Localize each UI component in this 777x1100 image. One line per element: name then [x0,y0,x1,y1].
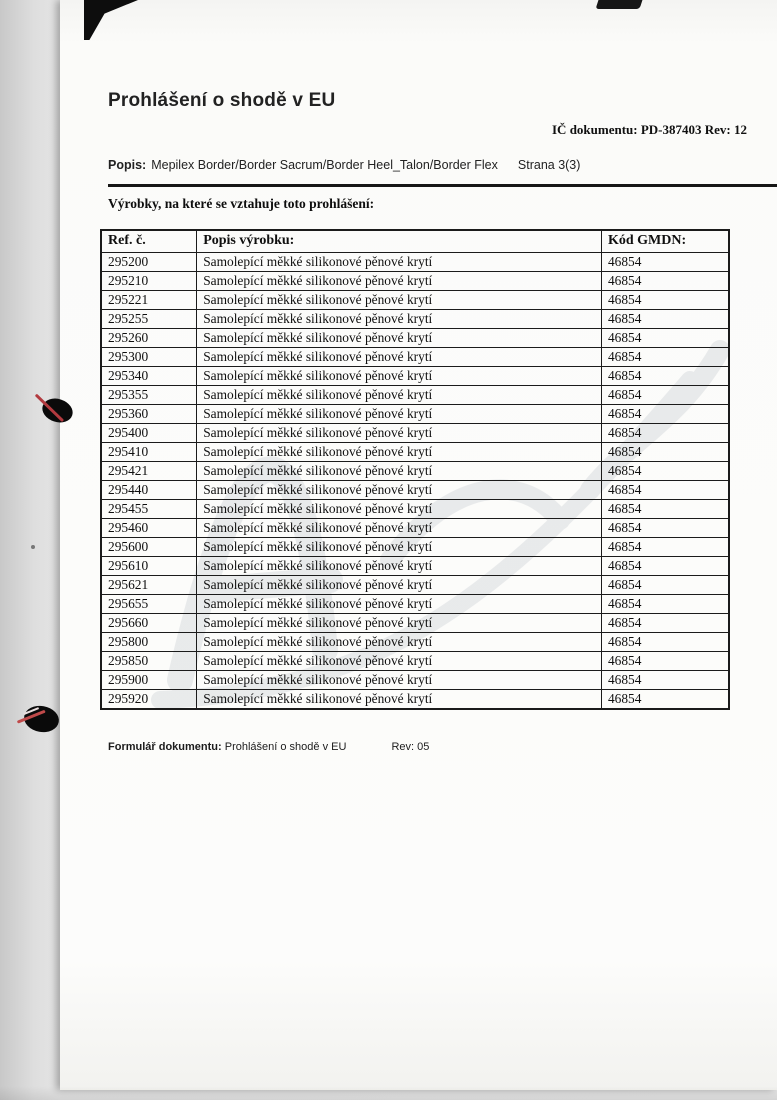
cell-popis: Samolepící měkké silikonové pěnové krytí [197,538,602,557]
cell-ref: 295210 [101,272,197,291]
products-table [100,229,730,710]
cell-popis: Samolepící měkké silikonové pěnové krytí [197,443,602,462]
cell-gmdn: 46854 [601,652,729,671]
cell-ref: 295920 [101,690,197,710]
table-row [101,272,729,291]
cell-popis: Samolepící měkké silikonové pěnové krytí [197,405,602,424]
cell-gmdn: 46854 [601,386,729,405]
cell-popis: Samolepící měkké silikonové pěnové krytí [197,690,602,710]
table-row [101,519,729,538]
cell-popis: Samolepící měkké silikonové pěnové krytí [197,671,602,690]
cell-gmdn: 46854 [601,519,729,538]
cell-ref: 295421 [101,462,197,481]
table-row [101,443,729,462]
document-id-line: IČ dokumentu: PD-387403 Rev: 12 [552,122,747,137]
cell-popis: Samolepící měkké silikonové pěnové krytí [197,367,602,386]
cell-ref: 295340 [101,367,197,386]
cell-popis: Samolepící měkké silikonové pěnové krytí [197,310,602,329]
cell-ref: 295300 [101,348,197,367]
cell-ref: 295255 [101,310,197,329]
cell-ref: 295850 [101,652,197,671]
cell-ref: 295900 [101,671,197,690]
cell-popis: Samolepící měkké silikonové pěnové krytí [197,652,602,671]
cell-ref: 295660 [101,614,197,633]
table-row [101,291,729,310]
cell-ref: 295410 [101,443,197,462]
table-row [101,633,729,652]
cell-gmdn: 46854 [601,500,729,519]
footer-value: Prohlášení o shodě v EU [224,741,347,753]
scan-speck [31,545,35,549]
cell-gmdn: 46854 [601,576,729,595]
products-table-header [101,230,729,253]
cell-popis: Samolepící měkké silikonové pěnové krytí [197,386,602,405]
cell-ref: 295355 [101,386,197,405]
cell-gmdn: 46854 [601,557,729,576]
cell-gmdn: 46854 [601,253,729,272]
cell-gmdn: 46854 [601,367,729,386]
cell-ref: 295610 [101,557,197,576]
table-row [101,576,729,595]
page-indicator: Strana 3(3) [517,158,581,172]
cell-ref: 295360 [101,405,197,424]
table-row [101,690,729,710]
binder-hole [22,703,61,735]
cell-gmdn: 46854 [601,443,729,462]
table-row [101,671,729,690]
table-row [101,310,729,329]
cell-gmdn: 46854 [601,348,729,367]
cell-ref: 295655 [101,595,197,614]
table-row [101,652,729,671]
cell-ref: 295455 [101,500,197,519]
cell-gmdn: 46854 [601,424,729,443]
cell-popis: Samolepící měkké silikonové pěnové krytí [197,500,602,519]
cell-gmdn: 46854 [601,690,729,710]
table-row [101,424,729,443]
cell-ref: 295440 [101,481,197,500]
cell-gmdn: 46854 [601,614,729,633]
cell-popis: Samolepící měkké silikonové pěnové krytí [197,595,602,614]
cell-gmdn: 46854 [601,291,729,310]
cell-gmdn: 46854 [601,538,729,557]
description-value: Mepilex Border/Border Sacrum/Border Heel_Talon/Border Flex [151,158,498,172]
cell-ref: 295800 [101,633,197,652]
cell-popis: Samolepící měkké silikonové pěnové krytí [197,329,602,348]
cell-gmdn: 46854 [601,310,729,329]
header-ref: Ref. č. [101,230,197,253]
table-row [101,557,729,576]
cell-ref: 295600 [101,538,197,557]
cell-gmdn: 46854 [601,671,729,690]
cell-gmdn: 46854 [601,405,729,424]
table-row [101,538,729,557]
cell-popis: Samolepící měkké silikonové pěnové krytí [197,614,602,633]
table-row [101,253,729,272]
cell-gmdn: 46854 [601,272,729,291]
cell-gmdn: 46854 [601,329,729,348]
footer-label: Formulář dokumentu: [108,741,222,753]
table-row [101,595,729,614]
products-tbody [101,253,729,710]
cell-gmdn: 46854 [601,633,729,652]
cell-ref: 295260 [101,329,197,348]
horizontal-rule [108,184,777,187]
table-row [101,348,729,367]
cell-ref: 295200 [101,253,197,272]
cell-popis: Samolepící měkké silikonové pěnové krytí [197,519,602,538]
scan-top-artifact [596,0,643,9]
cell-popis: Samolepící měkké silikonové pěnové krytí [197,576,602,595]
cell-ref: 295621 [101,576,197,595]
cell-ref: 295400 [101,424,197,443]
header-popis: Popis výrobku: [197,230,602,253]
table-row [101,481,729,500]
table-row [101,500,729,519]
footer-rev: Rev: 05 [391,741,430,753]
cell-popis: Samolepící měkké silikonové pěnové krytí [197,272,602,291]
document-title: Prohlášení o shodě v EU [108,90,336,111]
table-row [101,614,729,633]
cell-popis: Samolepící měkké silikonové pěnové krytí [197,348,602,367]
footer-line [108,741,429,753]
cell-gmdn: 46854 [601,595,729,614]
header-gmdn: Kód GMDN: [601,230,729,253]
section-heading: Výrobky, na které se vztahuje toto prohlášení: [108,196,375,211]
table-row [101,386,729,405]
description-line [108,158,580,172]
cell-ref: 295460 [101,519,197,538]
description-label: Popis: [108,158,147,172]
cell-popis: Samolepící měkké silikonové pěnové krytí [197,557,602,576]
table-row [101,367,729,386]
cell-gmdn: 46854 [601,462,729,481]
table-row [101,462,729,481]
cell-gmdn: 46854 [601,481,729,500]
table-row [101,405,729,424]
scan-bottom-shade [0,1086,777,1100]
cell-popis: Samolepící měkké silikonové pěnové krytí [197,424,602,443]
cell-popis: Samolepící měkké silikonové pěnové krytí [197,633,602,652]
header-row [101,230,729,253]
cell-ref: 295221 [101,291,197,310]
cell-popis: Samolepící měkké silikonové pěnové krytí [197,462,602,481]
cell-popis: Samolepící měkké silikonové pěnové krytí [197,253,602,272]
cell-popis: Samolepící měkké silikonové pěnové krytí [197,481,602,500]
cell-popis: Samolepící měkké silikonové pěnové krytí [197,291,602,310]
table-row [101,329,729,348]
